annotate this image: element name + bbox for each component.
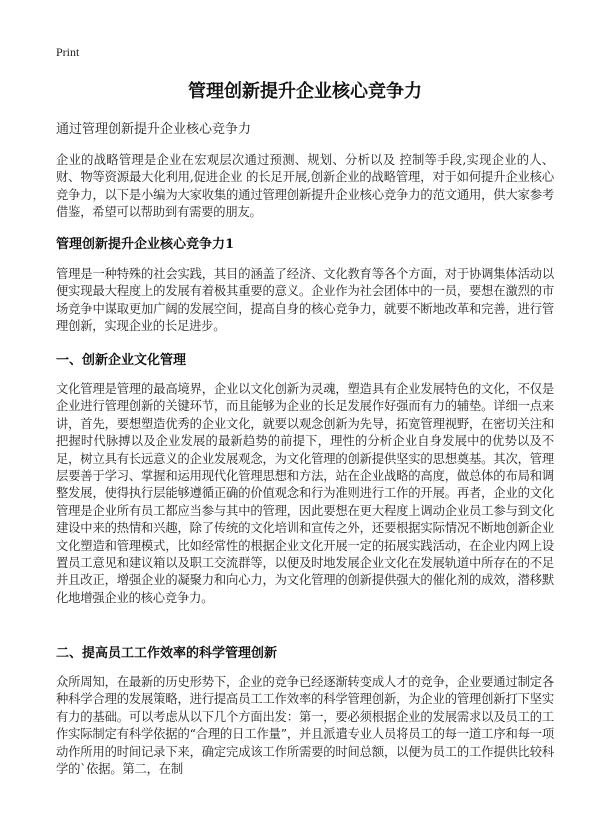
section-1-heading: 一、创新企业文化管理 — [56, 353, 187, 368]
print-label: Print — [56, 45, 80, 59]
paragraph-2: 文化管理是管理的最高境界，企业以文化创新为灵魂，塑造具有企业发展特色的文化，不仅是企业进行管理创新的关键环节，而且能够为企业的长足发展作好强而有力的辅垫。详细一点来讲，首先，要想塑造优秀的企业文化，就要以观念创新为先导，拓宽管理视野，在密切关注和把握时代脉搏以及企业发展的最新趋势的前提下，理性的分析企业自身发展中的优势以及不足，树立具有长远意义的企业发展观念，为文化管理的创新提供坚实的思想奠基。其次，管理层要善于学习、掌握和运用现代化管理思想和方法，站在企业战略的高度，做总体的布局和调整发展，使得执行层能够遵循正确的价值观念和行为准则进行工作的开展。再者，企业的文化管理是企业所有员工都应当参与其中的管理，因此要想在更大程度上调动企业员工参与到文化建设中来的热情和兴趣，除了传统的文化培训和宣传之外，还要根据实际情况不断地创新企业文化塑造和管理模式，比如经常性的根据企业文化开展一定的拓展实践活动，在企业内网上设置员工意见和建议箱以及职工交流群等，以便及时地发展企业文化在发展轨道中所存在的不足并且改正，增强企业的凝聚力和向心力，为文化管理的创新提供强大的催化剂的成效，潜移默化地增强企业的核心竞争力。 — [56, 382, 554, 605]
intro-paragraph: 企业的战略管理是企业在宏观层次通过预测、规划、分析以及 控制等手段,实现企业的人、财、物等资源最大化利用,促进企业 的长足开展,创新企业的战略管理，对于如何提升企业核心竞争力，以下是小编为大家收集的通过管理创新提升企业核心竞争力的范文通用，供大家参考借鉴，希望可以帮助到有需要的朋友。 — [56, 153, 554, 220]
document-subtitle: 通过管理创新提升企业核心竞争力 — [56, 122, 252, 137]
section-main-heading: 管理创新提升企业核心竞争力1 — [56, 237, 235, 252]
document-title: 管理创新提升企业核心竞争力 — [188, 81, 422, 102]
paragraph-3: 众所周知，在最新的历史形势下，企业的竞争已经逐渐转变成人才的竞争，企业要通过制定各种科学合理的发展策略，进行提高员工工作效率的科学管理创新，为企业的管理创新打下坚实有力的基础。可以考虑从以下几个方面出发：第一，要必须根据企业的发展需求以及员工的工作实际制定有科学依据的“合理的日工作量”，并且派遣专业人员将员工的每一道工序和每一项动作所用的时间记录下来，确定完成该工作所需要的时间总额，以便为员工的工作提供比较科学的`依据。第二，在制 — [56, 675, 554, 777]
section-2-heading: 二、提高员工工作效率的科学管理创新 — [56, 646, 278, 661]
paragraph-1: 管理是一种特殊的社会实践，其目的涵盖了经济、文化教育等各个方面，对于协调集体活动以便实现最大程度上的发展有着极其重要的意义。企业作为社会团体中的一员，要想在激烈的市场竞争中谋取更加广阔的发展空间，提高自身的核心竞争力，就要不断地改革和完善，进行管理创新，实现企业的长足进步。 — [56, 267, 554, 334]
